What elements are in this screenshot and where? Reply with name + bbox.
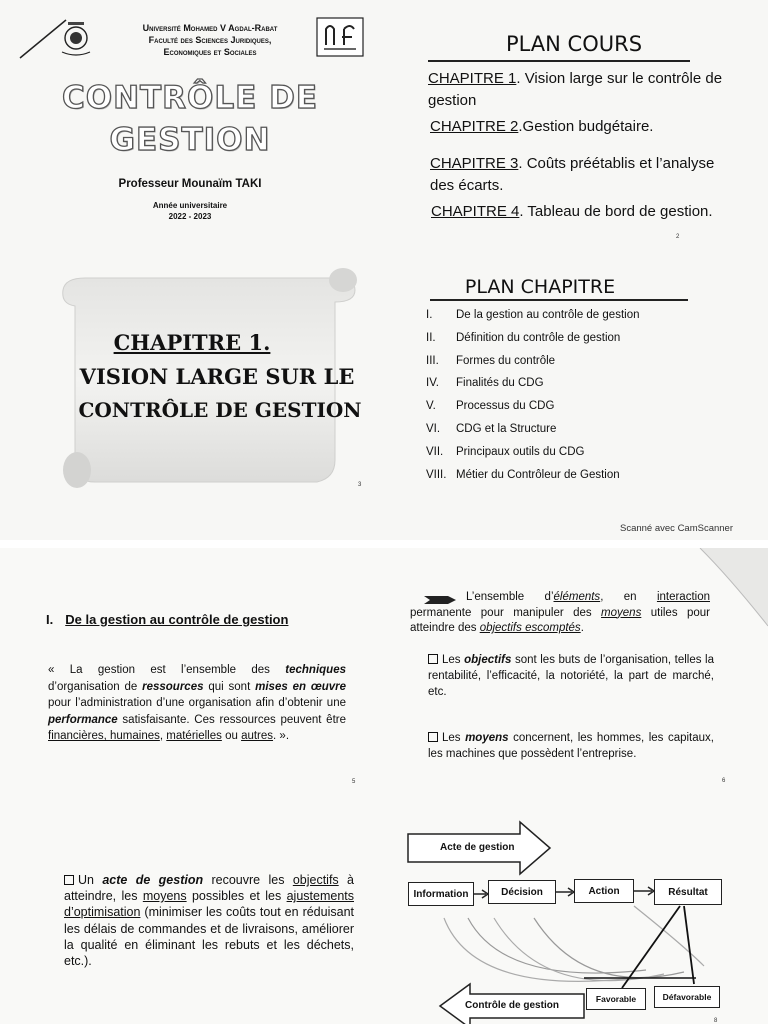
faculty-logo bbox=[316, 17, 364, 57]
plan-item-text: Définition du contrôle de gestion bbox=[456, 331, 621, 344]
plan-item-1 bbox=[426, 304, 726, 327]
chapter-label-4: CHAPITRE 4 bbox=[431, 203, 520, 220]
plan-item-6 bbox=[426, 418, 726, 441]
chapter-label-2: CHAPITRE 2 bbox=[430, 118, 519, 135]
plan-item-text: Métier du Contrôleur de Gestion bbox=[456, 468, 620, 481]
plan-item-8 bbox=[426, 464, 726, 487]
chapter-heading-1: CHAPITRE 1. bbox=[113, 330, 271, 355]
decision-box: Décision bbox=[488, 880, 556, 904]
plan-item-5 bbox=[426, 395, 726, 418]
chapter-heading-3: CONTRÔLE DE GESTION bbox=[78, 398, 362, 422]
slide-plan-cours bbox=[384, 0, 768, 260]
chapter-heading-2: VISION LARGE SUR LE bbox=[79, 364, 355, 389]
slide-title bbox=[0, 0, 384, 260]
plan-chapitre-rule bbox=[430, 299, 688, 301]
gestion-quote: « La gestion est l’ensemble des techniques d’organisation de ressources qui sont mises en œuvre pour l’administration d’une organisation afin d’obtenir une performance satisfaisante. Ces ressources peuvent être financières, humaines, matérielles ou autres. ». bbox=[48, 664, 346, 742]
plan-item-num: VI. bbox=[426, 422, 441, 435]
plan-chapitre-list bbox=[426, 304, 726, 486]
section-heading bbox=[46, 612, 288, 627]
plan-item-num: IV. bbox=[426, 377, 440, 390]
folded-corner bbox=[690, 548, 768, 628]
plan-item-num: VIII. bbox=[426, 468, 447, 481]
chapter-label-1: CHAPITRE 1 bbox=[428, 70, 517, 87]
plan-chapter-4 bbox=[431, 201, 728, 223]
plan-chapter-3 bbox=[430, 153, 728, 197]
plan-chapitre-title: PLAN CHAPITRE bbox=[464, 276, 616, 298]
chapter-text-1: . Vision large sur le contrôle de gestion bbox=[428, 70, 723, 109]
page-number: 8 bbox=[714, 1018, 718, 1024]
objectifs-bullet: Les objectifs sont les buts de l’organisation, telles la rentabilité, l’efficacité, la notoriété, la part de marché, etc. bbox=[428, 654, 714, 698]
plan-item-3 bbox=[426, 350, 726, 373]
scanner-watermark: Scanné avec CamScanner bbox=[620, 523, 734, 534]
scan-page-bottom bbox=[0, 548, 768, 1024]
acte-gestion-bullet: Un acte de gestion recouvre les objectifs à atteindre, les moyens possibles et les ajustements d’optimisation (minimiser les coûts tout en réduisant les délais de commandes et de livraisons, améliorer la qualité en éliminant les rebuts et les déchets, etc.). bbox=[64, 873, 355, 969]
plan-cours-rule bbox=[428, 60, 690, 62]
plan-item-num: III. bbox=[426, 354, 439, 367]
slide-chapter-1 bbox=[0, 260, 384, 520]
plan-chapter-1 bbox=[428, 68, 728, 112]
page-number: 2 bbox=[676, 234, 680, 240]
plan-item-text: Formes du contrôle bbox=[456, 354, 556, 367]
favorable-box: Favorable bbox=[586, 988, 646, 1010]
plan-item-num: VII. bbox=[426, 445, 444, 458]
resultat-box: Résultat bbox=[654, 879, 722, 905]
plan-item-num: II. bbox=[426, 331, 436, 344]
plan-chapter-2 bbox=[430, 116, 728, 138]
section-number: I. bbox=[46, 612, 54, 627]
plan-item-text: CDG et la Structure bbox=[456, 422, 557, 435]
plan-cours-title: PLAN COURS bbox=[505, 32, 643, 56]
slide-acte-gestion bbox=[0, 796, 384, 1024]
page-number: 6 bbox=[722, 778, 726, 784]
plan-item-text: Finalités du CDG bbox=[456, 377, 544, 390]
plan-item-2 bbox=[426, 327, 726, 350]
chapter-text-4: . Tableau de bord de gestion. bbox=[519, 203, 713, 220]
university-logo bbox=[18, 14, 100, 60]
plan-item-num: I. bbox=[426, 309, 433, 321]
chapter-label-3: CHAPITRE 3 bbox=[430, 155, 519, 172]
slide-process-diagram bbox=[384, 796, 768, 1024]
system-paragraph: L’ensemble d’éléments, en interaction permanente pour manipuler des moyens utiles pour atteindre des objectifs escomptés. bbox=[410, 591, 710, 634]
chapter-text-3: . Coûts préétablis et l’analyse des écarts. bbox=[430, 155, 715, 194]
section-title: De la gestion au contrôle de gestion bbox=[65, 612, 289, 627]
information-box: Information bbox=[408, 882, 474, 906]
defavorable-box: Défavorable bbox=[654, 986, 720, 1008]
checkbox-bullet-icon bbox=[428, 732, 438, 742]
acte-gestion-label: Acte de gestion bbox=[440, 842, 515, 853]
course-title-line1: CONTRÔLE DE bbox=[61, 80, 319, 116]
page-number: 3 bbox=[358, 482, 362, 488]
course-title-line2: GESTION bbox=[109, 122, 271, 158]
plan-item-7 bbox=[426, 441, 726, 464]
controle-gestion-label: Contrôle de gestion bbox=[465, 1000, 559, 1011]
academic-year: 2022 - 2023 bbox=[168, 212, 212, 221]
page-number: 5 bbox=[352, 779, 356, 785]
action-box: Action bbox=[574, 879, 634, 903]
plan-item-text: De la gestion au contrôle de gestion bbox=[456, 309, 640, 321]
faculty-name-2: Economiques et Sociales bbox=[163, 47, 257, 57]
university-name: Université Mohamed V Agdal-Rabat bbox=[142, 23, 278, 33]
checkbox-bullet-icon bbox=[64, 875, 74, 885]
plan-item-num: V. bbox=[426, 400, 436, 413]
moyens-bullet: Les moyens concernent, les hommes, les capitaux, les machines que possèdent l’entreprise. bbox=[428, 732, 714, 760]
year-label: Année universitaire bbox=[152, 201, 228, 210]
slide-definition-gestion bbox=[0, 548, 384, 796]
plan-item-4 bbox=[426, 372, 726, 395]
chapter-text-2: .Gestion budgétaire. bbox=[518, 118, 654, 135]
professor-name: Professeur Mounaïm TAKI bbox=[118, 178, 262, 190]
plan-item-text: Principaux outils du CDG bbox=[456, 445, 585, 458]
slide-plan-chapitre bbox=[384, 260, 768, 520]
checkbox-bullet-icon bbox=[428, 654, 438, 664]
faculty-name: Faculté des Sciences Juridiques, bbox=[148, 35, 272, 45]
plan-item-text: Processus du CDG bbox=[456, 400, 555, 413]
